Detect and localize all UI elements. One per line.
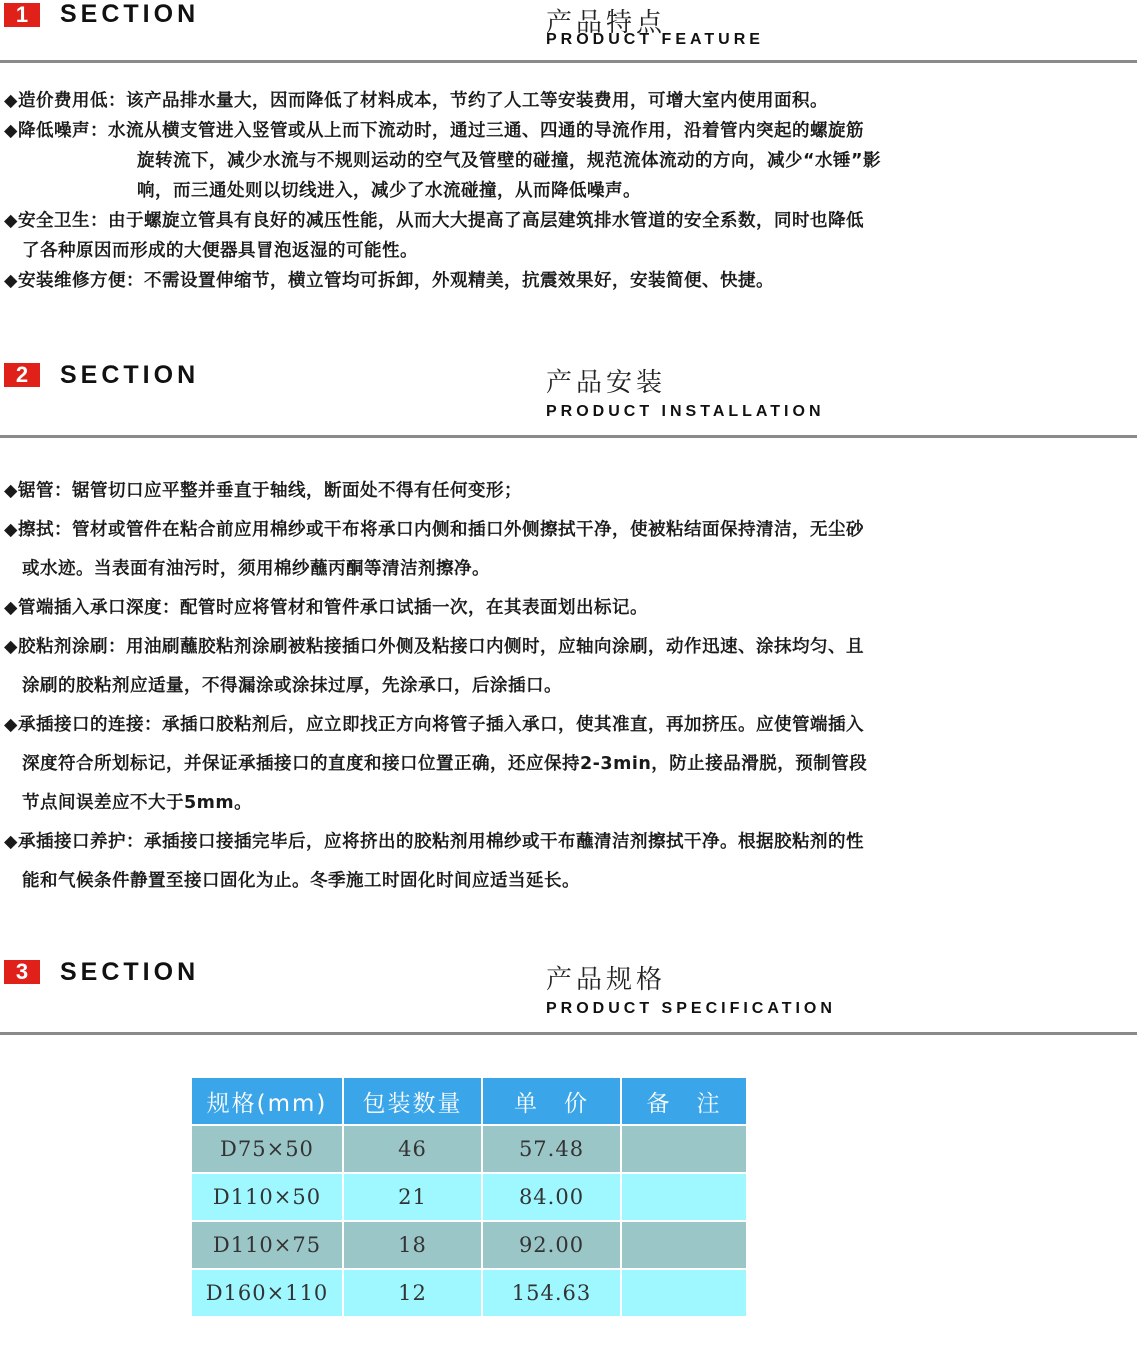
section-title-en: PRODUCT FEATURE (546, 31, 764, 48)
install-cure-line2: 能和气候条件静置至接口固化为止。冬季施工时固化时间应适当延长。 (22, 871, 580, 891)
cell-qty: 21 (343, 1173, 482, 1221)
section-divider (0, 60, 1137, 63)
section-label: SECTION (60, 0, 200, 28)
feature-safety-line2: 了各种原因而形成的大便器具冒泡返湿的可能性。 (22, 241, 418, 261)
section-title-en: PRODUCT SPECIFICATION (546, 1000, 836, 1017)
cell-qty: 12 (343, 1269, 482, 1317)
feature-maintenance-line1: ◆安装维修方便：不需设置伸缩节，横立管均可拆卸，外观精美，抗震效果好，安装简便、快捷。 (4, 271, 774, 291)
cell-size: D110×50 (191, 1173, 343, 1221)
table-row (191, 1269, 747, 1317)
feature-list (4, 86, 1119, 296)
feature-safety-line1: ◆安全卫生：由于螺旋立管具有良好的减压性能，从而大大提高了高层建筑排水管道的安全系数，同时也降低 (4, 211, 864, 231)
cell-price: 154.63 (482, 1269, 621, 1317)
cell-qty: 46 (343, 1125, 482, 1173)
section-number-badge: 3 (4, 960, 40, 984)
col-header-size: 规格(mm) (191, 1077, 343, 1125)
install-saw-line1: ◆锯管：锯管切口应平整并垂直于轴线，断面处不得有任何变形； (4, 481, 522, 501)
feature-noise-line2: 旋转流下，减少水流与不规则运动的空气及管壁的碰撞，规范流体流动的方向，减少“水锤”影 (137, 151, 881, 171)
table-row (191, 1221, 747, 1269)
install-wipe-line2: 或水迹。当表面有油污时，须用棉纱蘸丙酮等清洁剂擦净。 (22, 559, 490, 579)
install-joint-line2: 深度符合所划标记，并保证承插接口的直度和接口位置正确，还应保持2-3min，防止接品滑脱，预制管段 (22, 754, 868, 774)
section-title-en: PRODUCT INSTALLATION (546, 403, 825, 420)
cell-size: D110×75 (191, 1221, 343, 1269)
spec-table (190, 1076, 748, 1318)
table-header-row (191, 1077, 747, 1125)
install-glue-line1: ◆胶粘剂涂刷：用油刷蘸胶粘剂涂刷被粘接插口外侧及粘接口内侧时，应轴向涂刷，动作迅速、涂抹均匀、且 (4, 637, 864, 657)
section-number-badge: 1 (4, 3, 40, 27)
cell-note (621, 1221, 747, 1269)
section-title-cn: 产品安装 (546, 368, 667, 398)
feature-cost-line1: ◆造价费用低：该产品排水量大，因而降低了材料成本，节约了人工等安装费用，可增大室内使用面积。 (4, 91, 828, 111)
section-title-cn: 产品规格 (546, 965, 667, 995)
section-divider (0, 435, 1137, 438)
cell-note (621, 1125, 747, 1173)
section-label: SECTION (60, 361, 200, 389)
section-divider (0, 1032, 1137, 1035)
section-title-cn: 产品特点 (546, 8, 667, 38)
table-row (191, 1173, 747, 1221)
cell-price: 92.00 (482, 1221, 621, 1269)
install-cure-line1: ◆承插接口养护：承插接口接插完毕后，应将挤出的胶粘剂用棉纱或干布蘸清洁剂擦拭干净。根据胶粘剂的性 (4, 832, 864, 852)
feature-noise-line1: ◆降低噪声：水流从横支管进入竖管或从上而下流动时，通过三通、四通的导流作用，沿着管内突起的螺旋筋 (4, 121, 864, 141)
col-header-note: 备 注 (621, 1077, 747, 1125)
table-row (191, 1125, 747, 1173)
cell-size: D75×50 (191, 1125, 343, 1173)
feature-noise-line3: 响，而三通处则以切线进入，减少了水流碰撞，从而降低噪声。 (137, 181, 641, 201)
install-joint-line1: ◆承插接口的连接：承插口胶粘剂后，应立即找正方向将管子插入承口，使其准直，再加挤压。应使管端插入 (4, 715, 864, 735)
col-header-qty: 包装数量 (343, 1077, 482, 1125)
install-joint-line3: 节点间误差应不大于5mm。 (22, 793, 253, 813)
cell-size: D160×110 (191, 1269, 343, 1317)
section-number-badge: 2 (4, 363, 40, 387)
cell-qty: 18 (343, 1221, 482, 1269)
install-depth-line1: ◆管端插入承口深度：配管时应将管材和管件承口试插一次，在其表面划出标记。 (4, 598, 648, 618)
col-header-price: 单 价 (482, 1077, 621, 1125)
cell-price: 57.48 (482, 1125, 621, 1173)
cell-price: 84.00 (482, 1173, 621, 1221)
section-label: SECTION (60, 958, 200, 986)
cell-note (621, 1269, 747, 1317)
cell-note (621, 1173, 747, 1221)
install-glue-line2: 涂刷的胶粘剂应适量，不得漏涂或涂抹过厚，先涂承口，后涂插口。 (22, 676, 562, 696)
install-list (4, 472, 1119, 901)
install-wipe-line1: ◆擦拭：管材或管件在粘合前应用棉纱或干布将承口内侧和插口外侧擦拭干净，使被粘结面保持清洁，无尘砂 (4, 520, 864, 540)
